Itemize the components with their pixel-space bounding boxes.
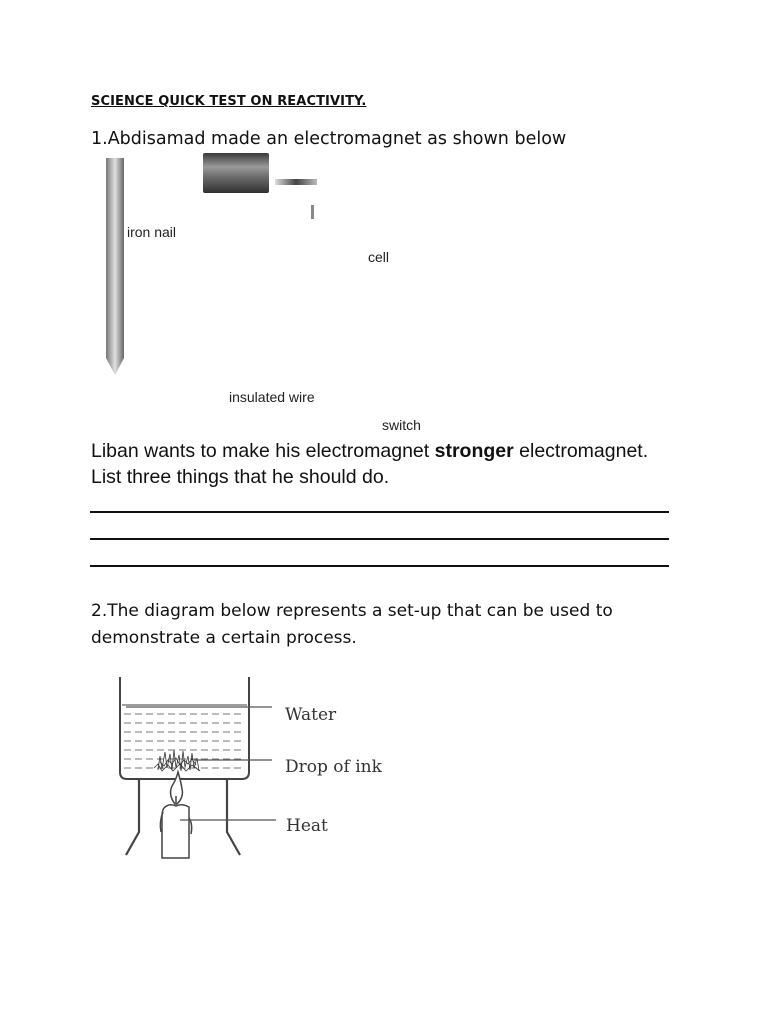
task-text-start: Liban wants to make his electromagnet — [91, 440, 435, 462]
answer-line-2[interactable] — [90, 538, 669, 540]
task-text-end: electromagnet. — [513, 440, 649, 462]
switch-fragment — [311, 205, 314, 219]
diffusion-setup-diagram — [110, 672, 290, 867]
question-1-task — [91, 438, 751, 490]
task-text-bold: stronger — [434, 440, 514, 462]
electromagnet-diagram — [95, 150, 335, 380]
label-heat: Heat — [286, 816, 328, 836]
question-2-prompt: 2.The diagram below represents a set-up that can be used to demonstrate a certain process. — [91, 601, 613, 648]
label-cell: cell — [368, 249, 390, 265]
label-insulated-wire: insulated wire — [229, 389, 315, 405]
label-water: Water — [285, 705, 337, 725]
task-text-line2: List three things that he should do. — [91, 466, 390, 488]
page-title: SCIENCE QUICK TEST ON REACTIVITY. — [91, 94, 367, 109]
label-iron-nail: iron nail — [127, 224, 177, 240]
candle-shape — [160, 772, 191, 858]
label-drop-of-ink: Drop of ink — [285, 757, 382, 777]
answer-line-1[interactable] — [90, 511, 669, 513]
label-leader-lines — [126, 707, 276, 820]
cell-shape — [203, 153, 317, 193]
question-1-prompt: 1.Abdisamad made an electromagnet as shown below — [91, 129, 567, 149]
iron-nail-shape — [106, 158, 124, 375]
answer-line-3[interactable] — [90, 565, 669, 567]
label-switch: switch — [382, 417, 421, 433]
